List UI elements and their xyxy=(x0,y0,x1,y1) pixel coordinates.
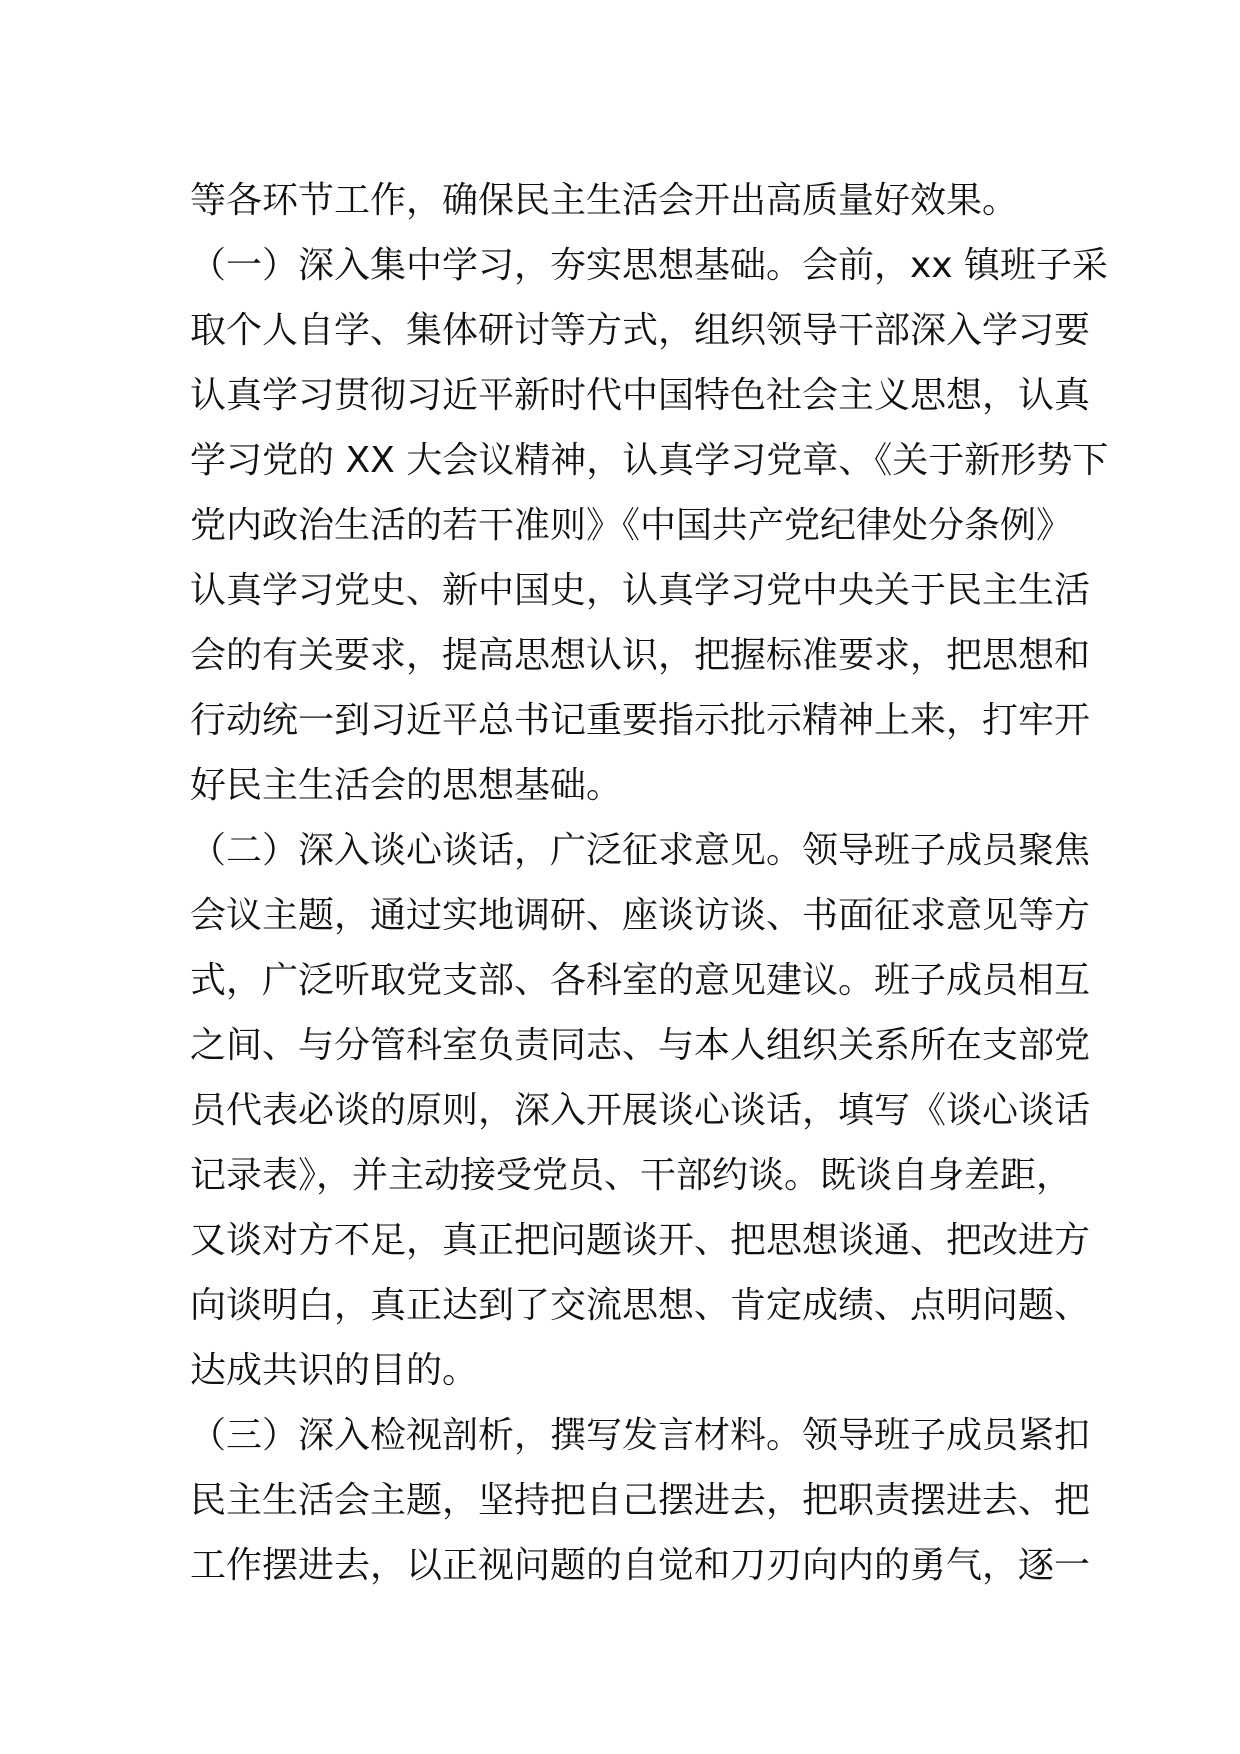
text-line: 等各环节工作，确保民主生活会开出高质量好效果。 xyxy=(190,180,1019,221)
text-line: 式，广泛听取党支部、各科室的意见建议。班子成员相互 xyxy=(190,960,1091,1001)
text-line: 学习党的 XX 大会议精神，认真学习党章、《关于新形势下 xyxy=(190,440,1109,481)
text-line: 会的有关要求，提高思想认识，把握标准要求，把思想和 xyxy=(190,635,1091,676)
text-line: 认真学习党史、新中国史，认真学习党中央关于民主生活 xyxy=(190,570,1091,611)
text-line: 员代表必谈的原则，深入开展谈心谈话，填写《谈心谈话 xyxy=(190,1090,1091,1131)
text-line: 达成共识的目的。 xyxy=(190,1350,479,1391)
text-line: 记录表》，并主动接受党员、干部约谈。既谈自身差距， xyxy=(190,1155,1073,1196)
body-text xyxy=(190,168,1109,1598)
text-line: 会议主题，通过实地调研、座谈访谈、书面征求意见等方 xyxy=(190,895,1091,936)
text-line: （三）深入检视剖析，撰写发言材料。领导班子成员紧扣 xyxy=(190,1415,1091,1456)
text-line: （二）深入谈心谈话，广泛征求意见。领导班子成员聚焦 xyxy=(190,830,1091,871)
text-line: 好民主生活会的思想基础。 xyxy=(190,765,623,806)
text-line: （一）深入集中学习，夯实思想基础。会前，xx 镇班子采 xyxy=(190,245,1109,286)
text-line: 又谈对方不足，真正把问题谈开、把思想谈通、把改进方 xyxy=(190,1220,1091,1261)
text-line: 民主生活会主题，坚持把自己摆进去，把职责摆进去、把 xyxy=(190,1480,1091,1521)
text-line: 认真学习贯彻习近平新时代中国特色社会主义思想，认真 xyxy=(190,375,1091,416)
text-line: 取个人自学、集体研讨等方式，组织领导干部深入学习要 xyxy=(190,310,1091,351)
text-line: 行动统一到习近平总书记重要指示批示精神上来，打牢开 xyxy=(190,700,1091,741)
text-line: 之间、与分管科室负责同志、与本人组织关系所在支部党 xyxy=(190,1025,1091,1066)
text-line: 向谈明白，真正达到了交流思想、肯定成绩、点明问题、 xyxy=(190,1285,1091,1326)
text-line: 党内政治生活的若干准则》《中国共产党纪律处分条例》 xyxy=(190,505,1073,546)
text-line: 工作摆进去，以正视问题的自觉和刀刃向内的勇气，逐一 xyxy=(190,1545,1091,1586)
